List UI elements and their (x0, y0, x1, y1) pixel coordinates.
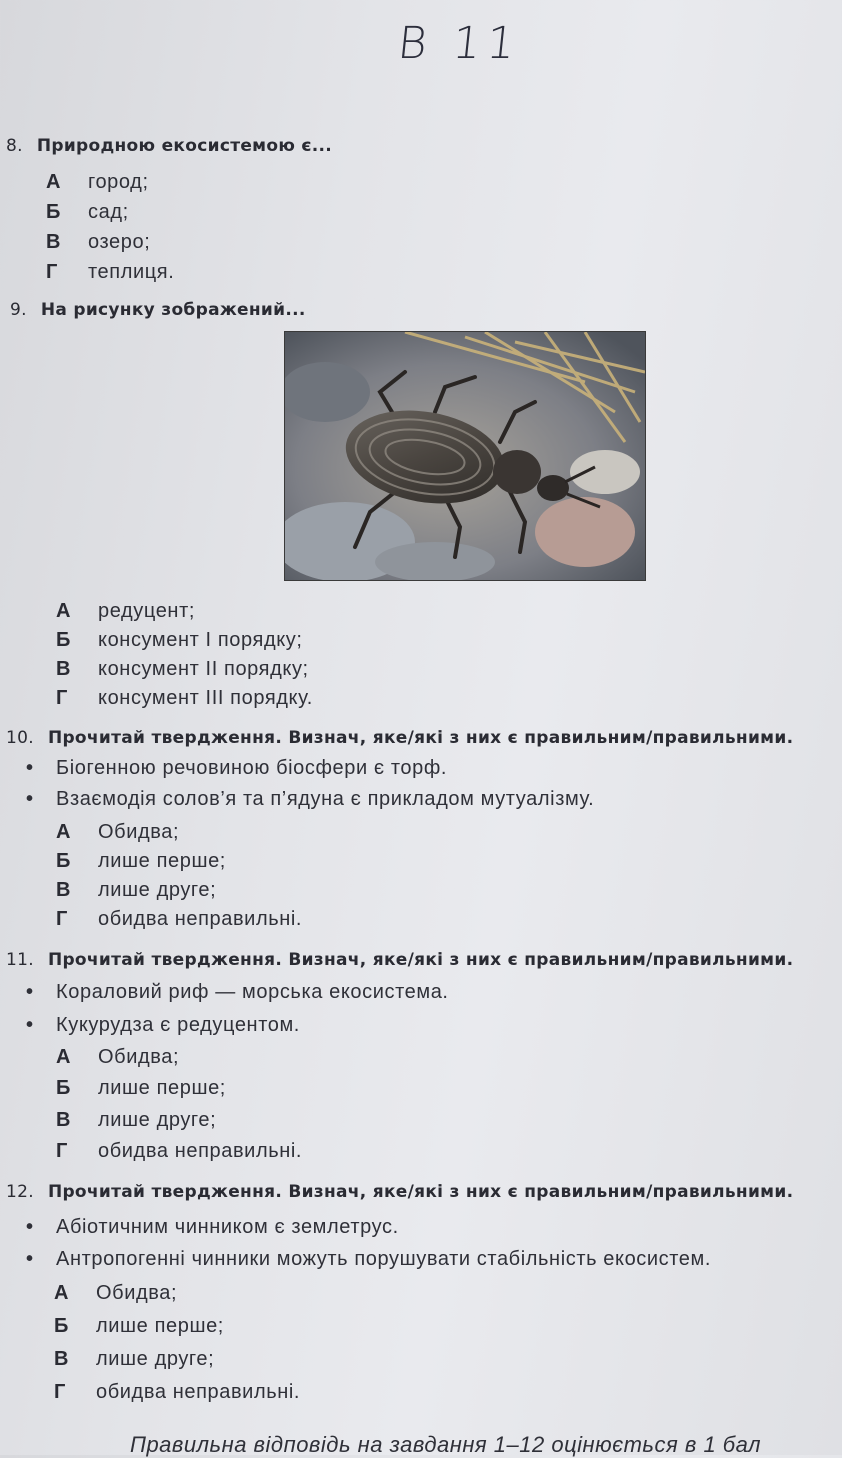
question-12-text: Прочитай твердження. Визнач, яке/які з них є правильним/правильними. (47, 1182, 794, 1202)
question-11-option-d[interactable]: Г обидва неправильні. (56, 1140, 303, 1162)
question-8-option-d[interactable]: Г теплиця. (46, 261, 175, 283)
question-11-number: 11. (6, 950, 34, 970)
question-10-option-b[interactable]: Б лише перше; (56, 850, 226, 872)
question-12-option-c[interactable]: В лише друге; (54, 1348, 215, 1370)
question-9-option-c[interactable]: В консумент ІІ порядку; (56, 658, 309, 680)
question-9-number: 9. (10, 300, 27, 320)
question-12-statement-1: • Абіотичним чинником є землетрус. (26, 1216, 399, 1238)
scoring-note: Правильна відповідь на завдання 1–12 оцінюється в 1 бал (130, 1432, 762, 1457)
question-9-option-b[interactable]: Б консумент І порядку; (56, 629, 303, 651)
question-11-statement-1: • Кораловий риф — морська екосистема. (26, 981, 449, 1003)
question-11-option-a[interactable]: А Обидва; (56, 1046, 180, 1068)
question-10-option-c[interactable]: В лише друге; (56, 879, 217, 901)
question-12-option-b[interactable]: Б лише перше; (54, 1315, 224, 1337)
question-10-option-a[interactable]: А Обидва; (56, 821, 180, 843)
question-8-option-a[interactable]: А город; (46, 171, 149, 193)
question-9-option-d[interactable]: Г консумент ІІІ порядку. (56, 687, 313, 709)
question-11-text: Прочитай твердження. Визнач, яке/які з них є правильним/правильними. (47, 950, 794, 970)
question-9-text: На рисунку зображений... (40, 300, 306, 320)
question-12-statement-2: • Антропогенні чинники можуть порушувати стабільність екосистем. (26, 1248, 712, 1270)
question-12-option-a[interactable]: А Обидва; (54, 1282, 178, 1304)
question-12-number: 12. (6, 1182, 34, 1202)
question-11-heading (6, 950, 793, 970)
ground-beetle-illustration (285, 332, 645, 580)
question-8-heading (6, 136, 332, 156)
handwritten-variant-mark: В 11 (395, 18, 524, 69)
question-8-text: Природною екосистемою є... (36, 136, 333, 156)
question-11-option-b[interactable]: Б лише перше; (56, 1077, 226, 1099)
question-10-statement-1: • Біогенною речовиною біосфери є торф. (26, 757, 448, 779)
question-8-option-c[interactable]: В озеро; (46, 231, 151, 253)
question-10-text: Прочитай твердження. Визнач, яке/які з них є правильним/правильними. (47, 728, 794, 748)
question-10-option-d[interactable]: Г обидва неправильні. (56, 908, 303, 930)
question-9-option-a[interactable]: А редуцент; (56, 600, 195, 622)
question-10-statement-2: • Взаємодія солов’я та п’ядуна є прикладом мутуалізму. (26, 788, 595, 810)
question-10-heading (6, 728, 793, 748)
question-11-statement-2: • Кукурудза є редуцентом. (26, 1014, 300, 1036)
question-11-option-c[interactable]: В лише друге; (56, 1109, 217, 1131)
question-8-option-b[interactable]: Б сад; (46, 201, 129, 223)
question-12-heading (6, 1182, 793, 1202)
question-12-option-d[interactable]: Г обидва неправильні. (54, 1381, 301, 1403)
beetle-photo (284, 331, 646, 581)
question-10-number: 10. (6, 728, 34, 748)
question-8-number: 8. (6, 136, 23, 156)
question-9-heading (10, 300, 306, 320)
